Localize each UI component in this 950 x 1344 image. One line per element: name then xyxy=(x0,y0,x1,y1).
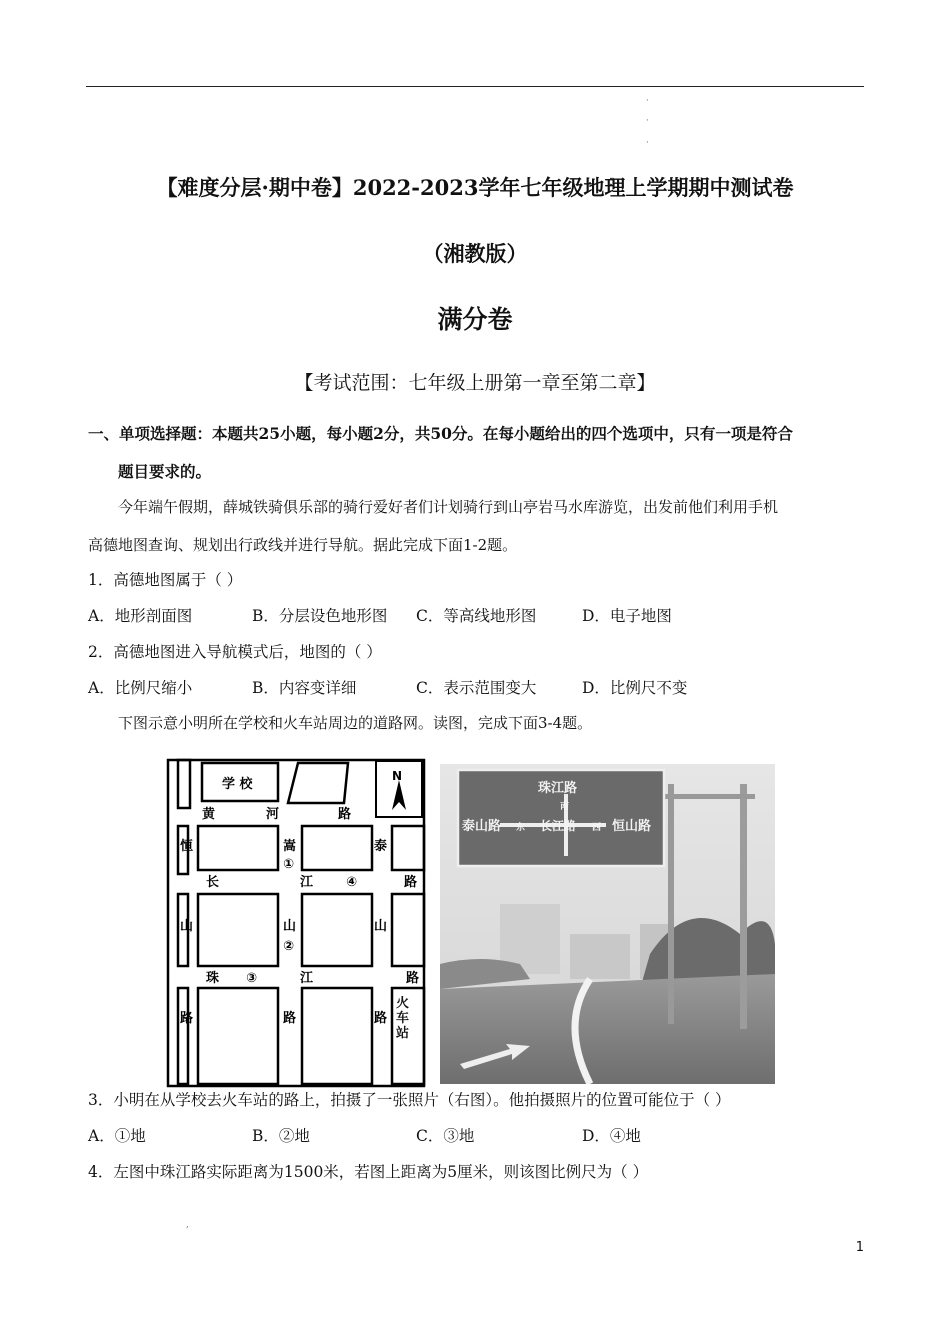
label-zhujiang: 江 xyxy=(300,971,314,986)
building xyxy=(570,934,630,979)
label-taishan: 山 xyxy=(374,919,388,934)
question-3-options xyxy=(0,1124,950,1146)
road-network-map xyxy=(166,758,428,1090)
intro-paragraph-cont: 高德地图查询、规划出行政线并进行导航。据此完成下面1-2题。 xyxy=(88,536,518,554)
label-songshan: 路 xyxy=(283,1011,297,1026)
option[interactable]: D．比例尺不变 xyxy=(582,679,688,697)
street-photo xyxy=(440,764,775,1084)
sign-label: 西 xyxy=(592,823,602,833)
sign-label: 南 xyxy=(560,802,570,812)
option[interactable]: B．②地 xyxy=(252,1127,310,1145)
stray-mark: · xyxy=(646,96,649,106)
intro-paragraph: 今年端午假期，薛城铁骑俱乐部的骑行爱好者们计划骑行到山亭岩马水库游览，出发前他们利用手机 xyxy=(118,498,779,516)
label-zhujiang: 路 xyxy=(406,971,420,986)
sign-pole xyxy=(740,784,747,1029)
question-3-stem: 3．小明在从学校去火车站的路上，拍摄了一张照片（右图）。他拍摄照片的位置可能位于（ ） xyxy=(88,1091,731,1109)
label-songshan: 嵩 xyxy=(283,839,297,854)
label-north: N xyxy=(392,769,403,783)
stray-mark: , xyxy=(186,1220,189,1230)
option[interactable]: C．表示范围变大 xyxy=(416,679,537,697)
page-subtitle: （湘教版） xyxy=(422,241,528,266)
marker-2: ② xyxy=(283,939,295,954)
marker-1: ① xyxy=(283,857,295,872)
question-2-options xyxy=(0,676,950,698)
stray-mark: · xyxy=(646,116,649,126)
sign-label: 泰山路 xyxy=(462,819,502,834)
label-huanghe: 河 xyxy=(266,807,280,822)
marker-3: ③ xyxy=(246,971,258,986)
option[interactable]: A．①地 xyxy=(88,1127,146,1145)
label-changjiang: 路 xyxy=(404,875,418,890)
label-station: 火车站 xyxy=(396,996,410,1041)
section-heading-cont: 题目要求的。 xyxy=(118,462,212,481)
label-huanghe: 黄 xyxy=(202,807,216,822)
header-rule xyxy=(86,86,864,87)
label-huanghe: 路 xyxy=(338,807,352,822)
label-hengshan: 山 xyxy=(180,919,194,934)
question-4-stem: 4．左图中珠江路实际距离为1500米，若图上距离为5厘米，则该图比例尺为（ ） xyxy=(88,1163,649,1181)
sign-label: 恒山路 xyxy=(612,819,652,834)
label-changjiang: 长 xyxy=(206,875,220,890)
section-heading: 一、单项选择题：本题共25小题，每小题2分，共50分。在每小题给出的四个选项中，只有一项是符合 xyxy=(88,424,793,443)
option[interactable]: A．地形剖面图 xyxy=(88,607,193,625)
sign-label: 珠江路 xyxy=(538,781,578,796)
label-taishan: 路 xyxy=(374,1011,388,1026)
option[interactable]: A．比例尺缩小 xyxy=(88,679,193,697)
option[interactable]: D．电子地图 xyxy=(582,607,672,625)
option[interactable]: D．④地 xyxy=(582,1127,641,1145)
sign-arm xyxy=(655,794,755,799)
label-songshan: 山 xyxy=(283,919,297,934)
option[interactable]: C．等高线地形图 xyxy=(416,607,537,625)
question-1-stem: 1．高德地图属于（ ） xyxy=(88,571,243,589)
exam-scope: 【考试范围：七年级上册第一章至第二章】 xyxy=(294,372,656,394)
label-changjiang: 江 xyxy=(300,875,314,890)
option[interactable]: B．分层设色地形图 xyxy=(252,607,388,625)
label-school: 学 校 xyxy=(222,777,253,792)
label-hengshan: 路 xyxy=(180,1011,194,1026)
label-taishan: 泰 xyxy=(374,839,388,854)
option[interactable]: C．③地 xyxy=(416,1127,475,1145)
stray-mark: · xyxy=(646,138,649,148)
label-hengshan: 恒 xyxy=(180,839,194,854)
option[interactable]: B．内容变详细 xyxy=(252,679,357,697)
question-1-options xyxy=(0,604,950,626)
page-title: 【难度分层·期中卷】2022-2023学年七年级地理上学期期中测试卷 xyxy=(156,175,794,200)
question-2-stem: 2．高德地图进入导航模式后，地图的（ ） xyxy=(88,643,382,661)
page-number: 1 xyxy=(855,1240,864,1255)
marker-4: ④ xyxy=(346,875,358,890)
road xyxy=(440,974,775,1084)
intro-paragraph-2: 下图示意小明所在学校和火车站周边的道路网。读图，完成下面3-4题。 xyxy=(118,714,593,732)
sign-pole xyxy=(668,784,674,1024)
sign-label: 东 xyxy=(516,823,526,833)
paper-level: 满分卷 xyxy=(437,305,513,334)
sign-label: 长江路 xyxy=(540,819,577,833)
label-zhujiang: 珠 xyxy=(206,971,220,986)
